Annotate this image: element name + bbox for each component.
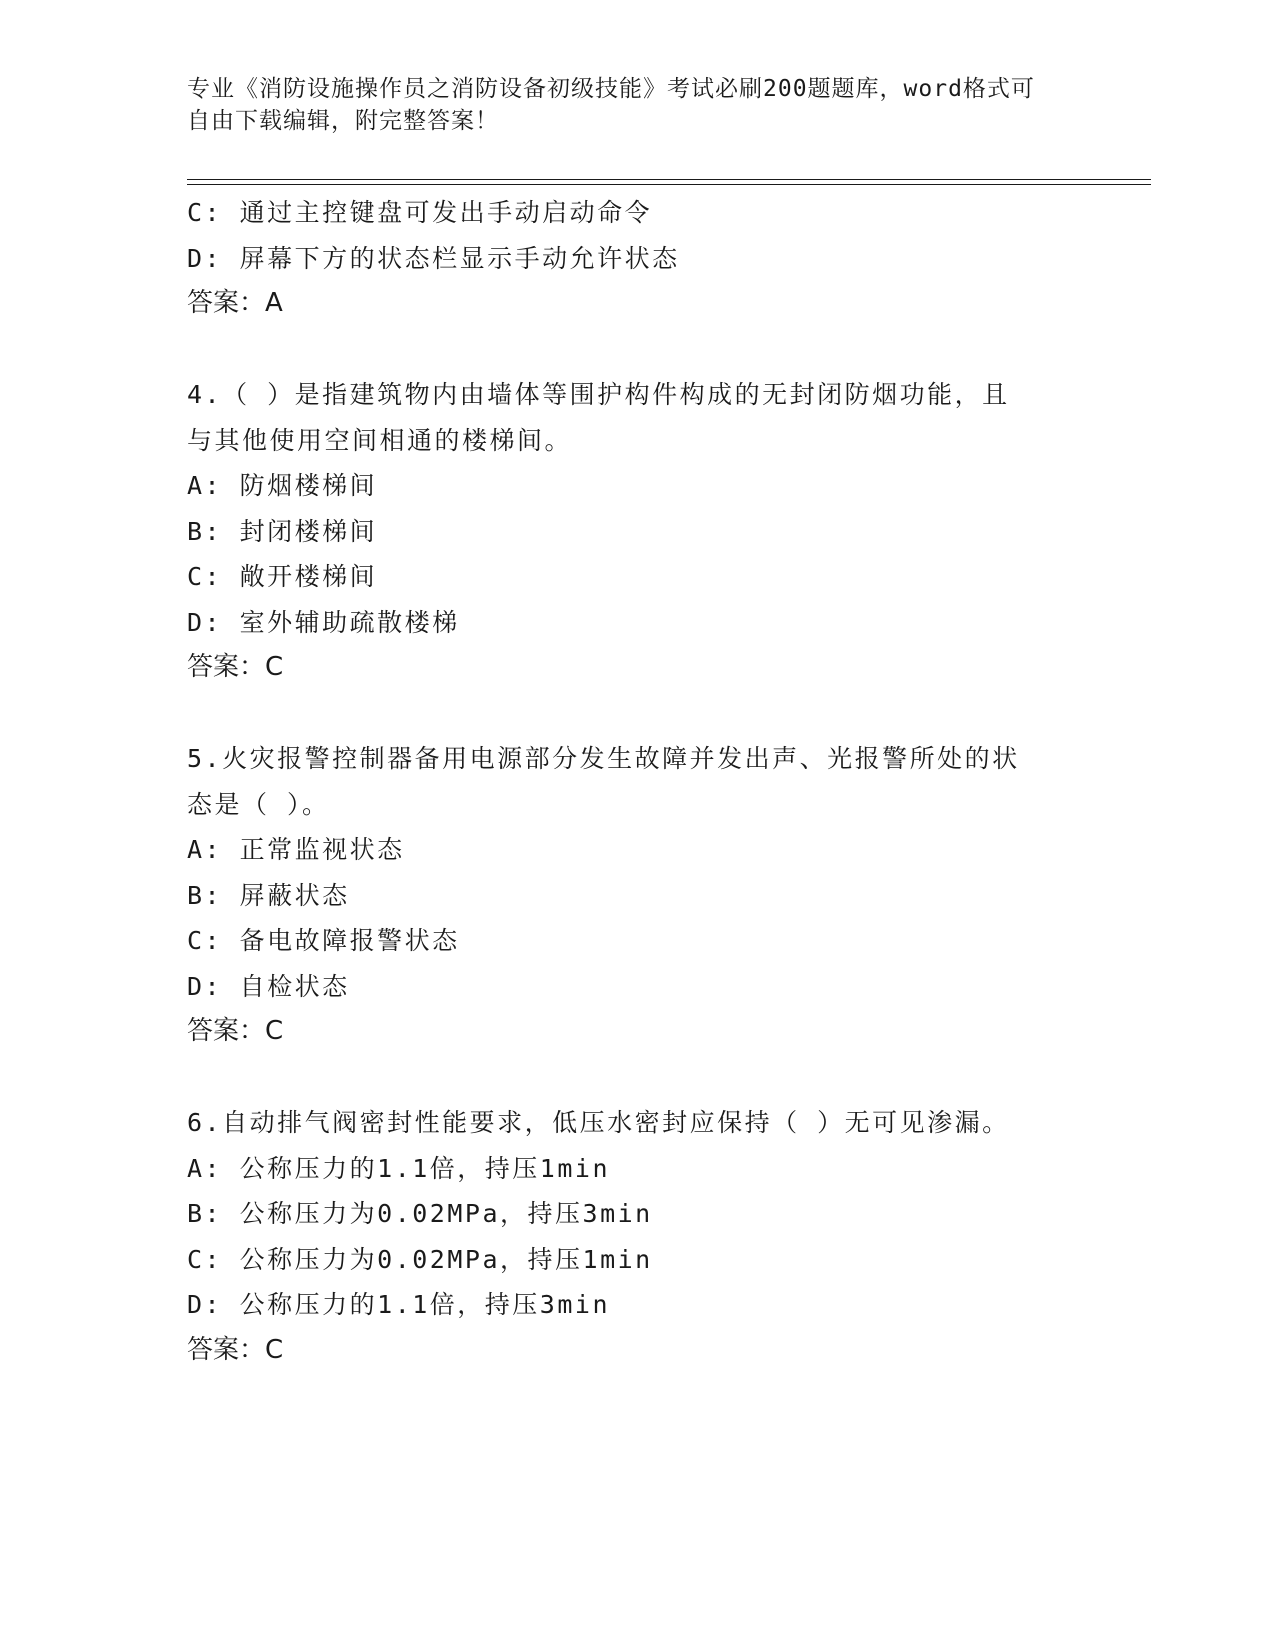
question-block-prev: [187, 190, 1087, 327]
question-stem: 4.（ ）是指建筑物内由墙体等围护构件构成的无封闭防烟功能，且: [187, 380, 1010, 409]
question-stem-continued: 与其他使用空间相通的楼梯间。: [187, 425, 573, 455]
question-block-4: [187, 372, 1087, 691]
option-d: D: 屏幕下方的状态栏显示手动允许状态: [187, 243, 680, 273]
option-c: C: 通过主控键盘可发出手动启动命令: [187, 198, 653, 227]
option-a: A: 公称压力的1.1倍，持压1min: [187, 1153, 611, 1183]
option-d: D: 室外辅助疏散楼梯: [187, 607, 460, 637]
option-c: C: 敞开楼梯间: [187, 562, 378, 591]
question-block-6: [187, 1100, 1087, 1373]
header-line-2: 自由下载编辑，附完整答案！: [187, 108, 499, 134]
option-b: B: 公称压力为0.02MPa，持压3min: [187, 1199, 653, 1228]
spacer: [187, 691, 1087, 737]
option-d: D: 自检状态: [187, 971, 350, 1001]
answer-line: 答案：C: [187, 1334, 284, 1365]
spacer: [187, 327, 1087, 373]
question-stem-continued: 态是（ ）。: [187, 789, 330, 819]
answer-line: 答案：C: [187, 1016, 284, 1046]
question-block-5: [187, 736, 1087, 1055]
document-header: [187, 73, 1067, 137]
spacer: [187, 1055, 1087, 1101]
option-a: A: 正常监视状态: [187, 835, 405, 864]
option-d: D: 公称压力的1.1倍，持压3min: [187, 1290, 611, 1319]
option-c: C: 备电故障报警状态: [187, 926, 460, 955]
option-c: C: 公称压力为0.02MPa，持压1min: [187, 1244, 653, 1274]
option-a: A: 防烟楼梯间: [187, 471, 378, 500]
option-b: B: 封闭楼梯间: [187, 516, 378, 546]
option-b: B: 屏蔽状态: [187, 880, 350, 910]
question-stem: 6.自动排气阀密封性能要求，低压水密封应保持（ ）无可见渗漏。: [187, 1108, 1010, 1137]
question-stem: 5.火灾报警控制器备用电源部分发生故障并发出声、光报警所处的状: [187, 744, 1020, 773]
header-divider-bottom: [187, 184, 1151, 185]
question-list: [187, 190, 1087, 1373]
header-line-1: 专业《消防设施操作员之消防设备初级技能》考试必刷200题题库，word格式可: [187, 76, 1035, 102]
header-divider-top: [187, 179, 1151, 180]
answer-line: 答案：A: [187, 288, 283, 318]
answer-line: 答案：C: [187, 652, 284, 682]
